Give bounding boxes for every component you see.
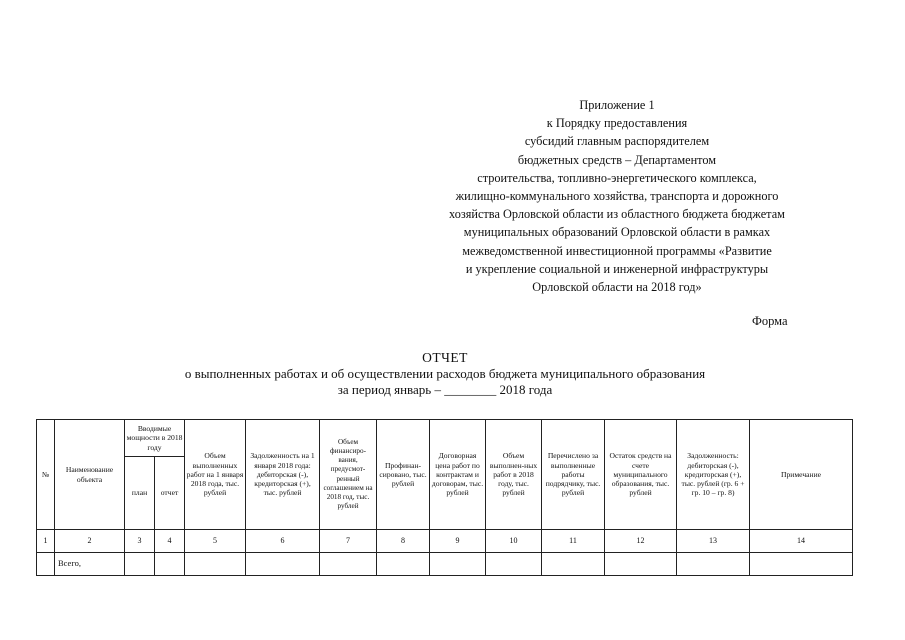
appendix-line: бюджетных средств – Департаментом (517, 152, 717, 167)
report-title: ОТЧЕТ (422, 350, 468, 365)
report-period: за период январь – ________ 2018 года (337, 382, 553, 397)
table-cell (37, 553, 55, 576)
table-cell (430, 553, 486, 576)
column-number: 5 (185, 530, 246, 553)
header-balance: Остаток средств на счете муниципального образования, тыс. рублей (605, 420, 677, 530)
appendix-line: межведомственной инвестиционной программы «Развитие (462, 243, 772, 258)
table-cell (750, 553, 853, 576)
table-header-row (37, 420, 853, 457)
column-number: 14 (750, 530, 853, 553)
report-heading (120, 350, 770, 398)
header-volume-done: Объем выполненных работ на 1 января 2018 года, тыс. рублей (185, 420, 246, 530)
table-cell (486, 553, 542, 576)
table-cell (542, 553, 605, 576)
appendix-line: Орловской области на 2018 год» (532, 280, 702, 295)
header-financed: Профинан-сировано, тыс. рублей (377, 420, 430, 530)
form-label: Форма (752, 314, 788, 328)
header-contract-price: Договорная цена работ по контрактам и договорам, тыс. рублей (430, 420, 486, 530)
appendix-line: Приложение 1 (579, 98, 655, 112)
column-number: 12 (605, 530, 677, 553)
table-cell (677, 553, 750, 576)
header-name: Наименование объекта (55, 420, 125, 530)
header-capacity: Вводимые мощности в 2018 году (125, 420, 185, 457)
table-cell (377, 553, 430, 576)
table-cell (155, 553, 185, 576)
column-number: 6 (246, 530, 320, 553)
column-number: 2 (55, 530, 125, 553)
header-transferred: Перечислено за выполненные работы подрядчику, тыс. рублей (542, 420, 605, 530)
column-number: 9 (430, 530, 486, 553)
appendix-line: субсидий главным распорядителем (524, 134, 710, 149)
table-cell (605, 553, 677, 576)
total-label: Всего, (55, 553, 125, 576)
table-cell (320, 553, 377, 576)
table-cell (125, 553, 155, 576)
column-number: 10 (486, 530, 542, 553)
report-subtitle: о выполненных работах и об осуществлении расходов бюджета муниципального образования (184, 366, 706, 381)
header-plan: план (125, 457, 155, 530)
report-table (36, 419, 853, 576)
column-number: 13 (677, 530, 750, 553)
header-funding-volume: Объем финансиро-вания, предусмот-ренный соглашением на 2018 год, тыс. рублей (320, 420, 377, 530)
appendix-line: хозяйства Орловской области из областного бюджета бюджетам (449, 207, 785, 222)
header-debt-jan: Задолженность на 1 января 2018 года: дебиторская (-), кредиторская (+), тыс. рублей (246, 420, 320, 530)
header-debt-total: Задолженность: дебиторская (-), кредиторская (+), тыс. рублей (гр. 6 + гр. 10 – гр. 8) (677, 420, 750, 530)
appendix-line: строительства, топливно-энергетического комплекса, (477, 170, 757, 185)
column-number-row (37, 530, 853, 553)
appendix-header (352, 96, 882, 296)
header-volume-2018: Объем выполнен-ных работ в 2018 году, тыс. рублей (486, 420, 542, 530)
column-number: 7 (320, 530, 377, 553)
column-number: 3 (125, 530, 155, 553)
total-row (37, 553, 853, 576)
table-cell (246, 553, 320, 576)
header-num: № (37, 420, 55, 530)
column-number: 4 (155, 530, 185, 553)
appendix-line: к Порядку предоставления (546, 116, 688, 131)
header-note: Примечание (750, 420, 853, 530)
column-number: 8 (377, 530, 430, 553)
column-number: 11 (542, 530, 605, 553)
appendix-line: и укрепление социальной и инженерной инфраструктуры (465, 261, 769, 276)
header-report: отчет (155, 457, 185, 530)
appendix-line: муниципальных образований Орловской области в рамках (463, 225, 771, 240)
appendix-line: жилищно-коммунального хозяйства, транспорта и дорожного (455, 189, 779, 204)
column-number: 1 (37, 530, 55, 553)
table-cell (185, 553, 246, 576)
